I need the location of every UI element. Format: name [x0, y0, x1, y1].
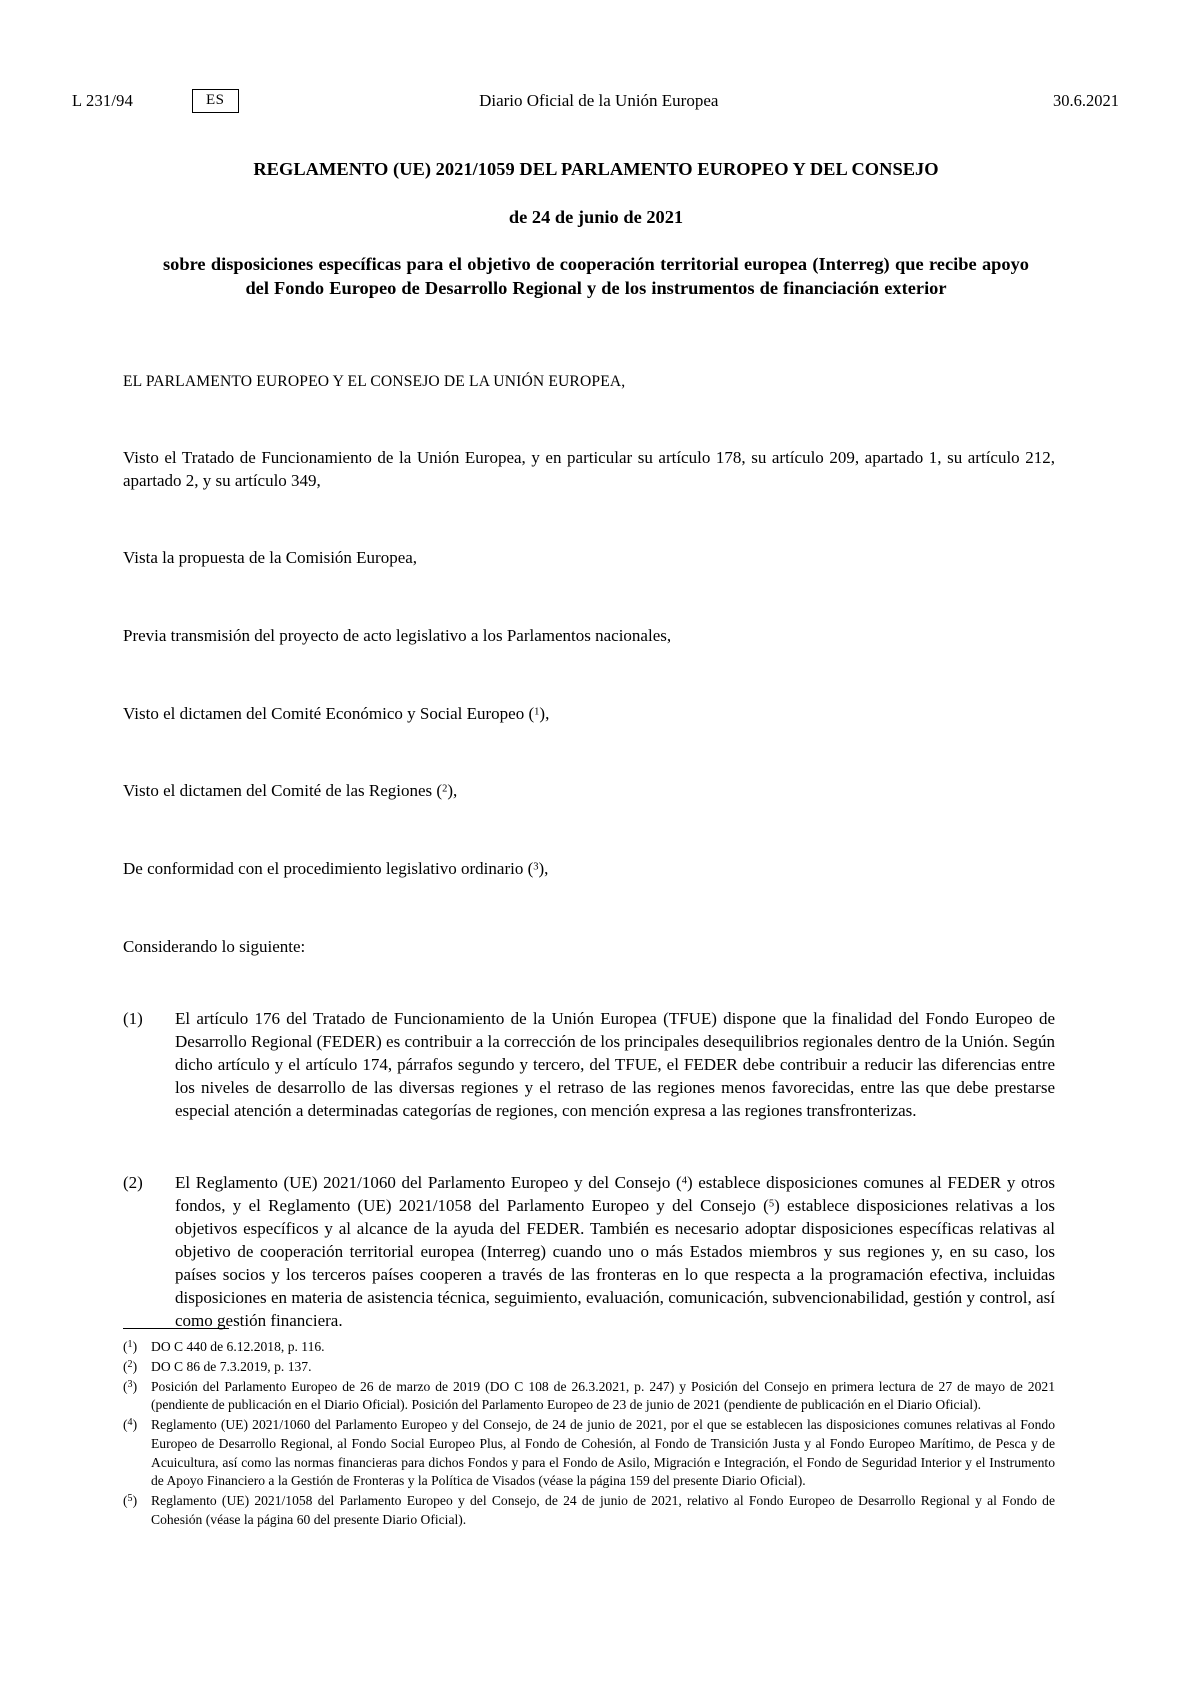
institution-line: EL PARLAMENTO EUROPEO Y EL CONSEJO DE LA UNIÓN EUROPEA,	[123, 373, 626, 390]
recital-2-number: (2)	[123, 1173, 143, 1193]
citation-eesc-text: Visto el dictamen del Comité Económico y Social Europeo (	[123, 703, 535, 723]
footnote-ref-5[interactable]: 5	[768, 1198, 775, 1210]
citation-procedure-tail: ),	[538, 858, 549, 878]
recital-1-number: (1)	[123, 1009, 143, 1029]
citation-ordinary-procedure	[123, 858, 1055, 881]
footnote-2	[123, 1358, 1055, 1377]
citation-cor-text: Visto el dictamen del Comité de las Regiones (	[123, 781, 443, 801]
citation-cor-tail: ),	[447, 781, 458, 801]
whereas-intro: Considerando lo siguiente:	[123, 936, 306, 956]
citation-procedure-text: De conformidad con el procedimiento legislativo ordinario (	[123, 858, 534, 878]
footnote-4-text: Reglamento (UE) 2021/1060 del Parlamento Europeo y del Consejo, de 24 de junio de 2021, por el que se establecen las disposiciones comunes relativas al Fondo Europeo de Desarrollo Regional, al Fondo Social Europeo Plus, al Fondo de Cohesión, al Fondo de Transición Justa y al Fondo Europeo Marítimo, de Pesca y de Acuicultura, así como las normas financieras para dichos Fondos y para el Fondo de Asilo, Migración e Integración, el Fondo de Seguridad Interior y el Instrumento de Apoyo Financiero a la Gestión de Fronteras y la Política de Visados (véase la página 159 del presente Diario Oficial).	[151, 1417, 1055, 1489]
footnote-5-text: Reglamento (UE) 2021/1058 del Parlamento Europeo y del Consejo, de 24 de junio de 2021, relativo al Fondo Europeo de Desarrollo Regional y al Fondo de Cohesión (véase la página 60 del presente Diario Oficial).	[151, 1493, 1055, 1527]
footnote-ref-1[interactable]: 1	[534, 706, 540, 718]
citation-eesc-opinion	[123, 703, 1055, 726]
document-body	[123, 372, 1055, 1332]
citation-proposal: Vista la propuesta de la Comisión Europea,	[123, 548, 418, 568]
footnote-ref-2[interactable]: 2	[442, 783, 448, 795]
citation-treaty: Visto el Tratado de Funcionamiento de la Unión Europea, y en particular su artículo 178, su artículo 209, apartado 1, su artículo 212, apartado 2, y su artículo 349,	[123, 448, 1055, 490]
footnote-5	[123, 1492, 1055, 1530]
recital-2-segment-2: ) establece disposiciones comunes al FEDER y otros fondos, y el Reglamento (UE) 2021/1058 del Parlamento Europeo y del Consejo (	[175, 1173, 1055, 1216]
recital-2-text	[175, 1172, 1055, 1332]
page-header	[72, 86, 1119, 116]
citation-national-parliaments: Previa transmisión del proyecto de acto legislativo a los Parlamentos nacionales,	[123, 626, 672, 646]
recital-1	[123, 1008, 1055, 1122]
act-title-block	[163, 158, 1029, 300]
language-code-box: ES	[192, 89, 239, 113]
footnote-3-marker: ($^3$)	[123, 1378, 138, 1394]
citation-eesc-tail: ),	[539, 703, 550, 723]
recital-2	[123, 1172, 1055, 1332]
footnote-2-text: DO C 86 de 7.3.2019, p. 137.	[151, 1358, 312, 1374]
act-date: de 24 de junio de 2021	[508, 206, 684, 227]
citation-cor-opinion	[123, 780, 1055, 803]
footnote-separator-rule	[123, 1328, 229, 1329]
footnote-1	[123, 1338, 1055, 1357]
footnote-1-marker: ($^1$)	[123, 1338, 138, 1354]
journal-reference: L 231/94	[72, 91, 134, 110]
act-subject: sobre disposiciones específicas para el objetivo de cooperación territorial europea (Interreg) que recibe apoyo del Fondo Europeo de Desarrollo Regional y de los instrumentos de financiación exterior	[163, 253, 1029, 299]
footnote-ref-3[interactable]: 3	[533, 861, 539, 873]
recital-1-text: El artículo 176 del Tratado de Funcionamiento de la Unión Europea (TFUE) dispone que la finalidad del Fondo Europeo de Desarrollo Regional (FEDER) es contribuir a la corrección de los principales desequilibrios regionales dentro de la Unión. Según dicho artículo y el artículo 174, párrafos segundo y tercero, del TFUE, el FEDER debe contribuir a reducir las diferencias entre los niveles de desarrollo de las diversas regiones y el retraso de las regiones menos favorecidas, entre las que debe prestarse especial atención a determinadas categorías de regiones, con mención expresa a las regiones transfronterizas.	[175, 1009, 1055, 1120]
footnote-2-marker: ($^2$)	[123, 1358, 138, 1374]
footnotes-section	[123, 1328, 1055, 1531]
footnote-5-marker: ($^5$)	[123, 1492, 138, 1508]
footnote-3	[123, 1378, 1055, 1416]
journal-title: Diario Oficial de la Unión Europea	[479, 91, 719, 110]
footnote-4	[123, 1416, 1055, 1491]
footnote-ref-4[interactable]: 4	[681, 1176, 687, 1188]
footnote-1-text: DO C 440 de 6.12.2018, p. 116.	[151, 1339, 325, 1354]
footnote-4-marker: ($^4$)	[123, 1416, 138, 1432]
recital-2-segment-1: El Reglamento (UE) 2021/1060 del Parlamento Europeo y del Consejo (	[175, 1173, 682, 1193]
publication-date: 30.6.2021	[1053, 91, 1119, 110]
recital-2-segment-3: ) establece disposiciones relativas a los objetivos específicos y al alcance de la ayuda del FEDER. También es necesario adoptar disposiciones específicas relativas al objetivo de cooperación territorial europea (Interreg) cuando uno o más Estados miembros y sus regiones y, en su caso, los países socios y los terceros países cooperen a través de las fronteras en lo que respecta a la programación efectiva, incluidas disposiciones en materia de asistencia técnica, seguimiento, evaluación, comunicación, subvencionabilidad, gestión y control, así como gestión financiera.	[175, 1196, 1055, 1330]
act-title: REGLAMENTO (UE) 2021/1059 DEL PARLAMENTO EUROPEO Y DEL CONSEJO	[253, 159, 939, 179]
footnote-3-text: Posición del Parlamento Europeo de 26 de marzo de 2019 (DO C 108 de 26.3.2021, p. 247) y Posición del Consejo en primera lectura de 27 de mayo de 2021 (pendiente de publicación en el Diario Oficial). Posición del Parlamento Europeo de 23 de junio de 2021 (pendiente de publicación en el Diario Oficial).	[151, 1378, 1055, 1413]
